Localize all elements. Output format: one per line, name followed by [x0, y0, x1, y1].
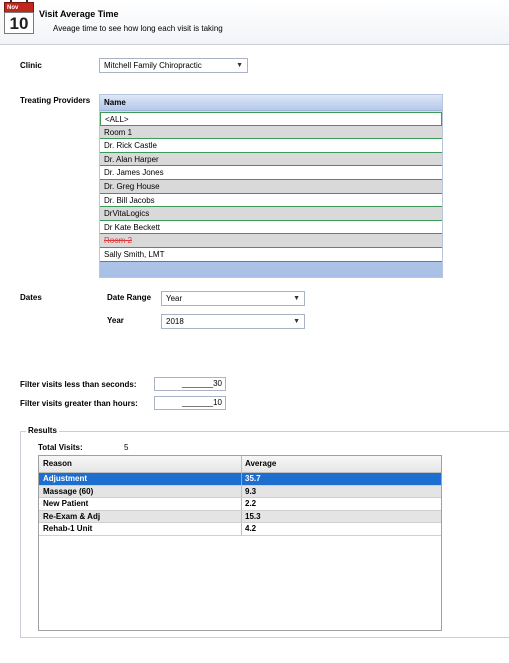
providers-column-header[interactable]: Name: [100, 95, 442, 111]
page-title: Visit Average Time: [39, 9, 119, 19]
clinic-dropdown[interactable]: [99, 58, 248, 73]
result-average: 2.2: [245, 499, 257, 509]
provider-name: Dr. Greg House: [104, 181, 160, 191]
provider-name: Dr. Bill Jacobs: [104, 195, 155, 205]
provider-name: Sally Smith, LMT: [104, 249, 165, 259]
result-row[interactable]: [39, 473, 441, 486]
result-reason: New Patient: [43, 499, 89, 509]
column-header-reason[interactable]: Reason: [43, 459, 72, 468]
provider-name: Dr. Alan Harper: [104, 154, 159, 164]
date-range-dropdown[interactable]: [161, 291, 305, 306]
provider-name: Dr. Rick Castle: [104, 141, 157, 151]
provider-row[interactable]: [100, 221, 442, 235]
result-reason: Rehab-1 Unit: [43, 524, 93, 534]
provider-name: Room 2: [104, 236, 133, 246]
provider-row[interactable]: [100, 166, 442, 180]
provider-row[interactable]: [100, 180, 442, 194]
filter-less-than-label: Filter visits less than seconds:: [20, 380, 137, 389]
column-header-average[interactable]: Average: [245, 459, 277, 468]
result-average: 4.2: [245, 524, 257, 534]
providers-list: [100, 112, 442, 262]
clinic-dropdown-value: Mitchell Family Chiropractic: [104, 61, 202, 70]
total-visits-label: Total Visits:: [38, 443, 83, 452]
date-range-label: Date Range: [107, 293, 152, 302]
result-reason: Adjustment: [43, 474, 87, 483]
provider-row[interactable]: [100, 248, 442, 262]
provider-name: Dr. James Jones: [104, 168, 164, 178]
result-average: 15.3: [245, 511, 261, 521]
result-row[interactable]: [39, 498, 441, 511]
result-reason: Massage (60): [43, 486, 94, 496]
provider-row[interactable]: [100, 112, 442, 126]
provider-row[interactable]: [100, 126, 442, 140]
provider-name: Dr Kate Beckett: [104, 222, 161, 232]
result-row[interactable]: [39, 523, 441, 536]
provider-row[interactable]: [100, 139, 442, 153]
provider-row[interactable]: [100, 207, 442, 221]
result-row[interactable]: [39, 511, 441, 524]
results-grid[interactable]: [38, 455, 442, 631]
provider-row[interactable]: [100, 194, 442, 208]
result-average: 9.3: [245, 486, 257, 496]
results-rows: [39, 473, 441, 536]
calendar-icon: [4, 2, 34, 36]
calendar-month: Nov: [4, 2, 34, 12]
providers-grid[interactable]: [99, 94, 443, 278]
page-subtitle: Aveage time to see how long each visit is taking: [53, 24, 223, 33]
providers-label: Treating Providers: [20, 96, 91, 105]
year-label: Year: [107, 316, 124, 325]
chevron-down-icon[interactable]: ▼: [236, 62, 243, 69]
filter-greater-than-input[interactable]: _______10: [154, 396, 226, 410]
chevron-down-icon[interactable]: ▼: [293, 318, 300, 325]
provider-name: <ALL>: [105, 115, 129, 124]
clinic-label: Clinic: [20, 61, 42, 70]
result-reason: Re-Exam & Adj: [43, 511, 101, 521]
filter-less-than-input[interactable]: _______30: [154, 377, 226, 391]
provider-name: DrVitaLogics: [104, 209, 150, 219]
chevron-down-icon[interactable]: ▼: [293, 295, 300, 302]
provider-row[interactable]: [100, 234, 442, 248]
report-header: [0, 0, 509, 45]
result-row[interactable]: [39, 486, 441, 499]
provider-row[interactable]: [100, 153, 442, 167]
results-legend: Results: [28, 426, 57, 435]
result-average: 35.7: [245, 474, 261, 483]
total-visits-value: 5: [124, 443, 129, 452]
dates-label: Dates: [20, 293, 42, 302]
filter-greater-than-label: Filter visits greater than hours:: [20, 399, 138, 408]
year-value: 2018: [166, 317, 184, 326]
calendar-day: 10: [4, 12, 34, 34]
provider-name: Room 1: [104, 127, 133, 137]
date-range-value: Year: [166, 294, 183, 303]
year-dropdown[interactable]: [161, 314, 305, 329]
results-grid-header: [39, 456, 441, 473]
